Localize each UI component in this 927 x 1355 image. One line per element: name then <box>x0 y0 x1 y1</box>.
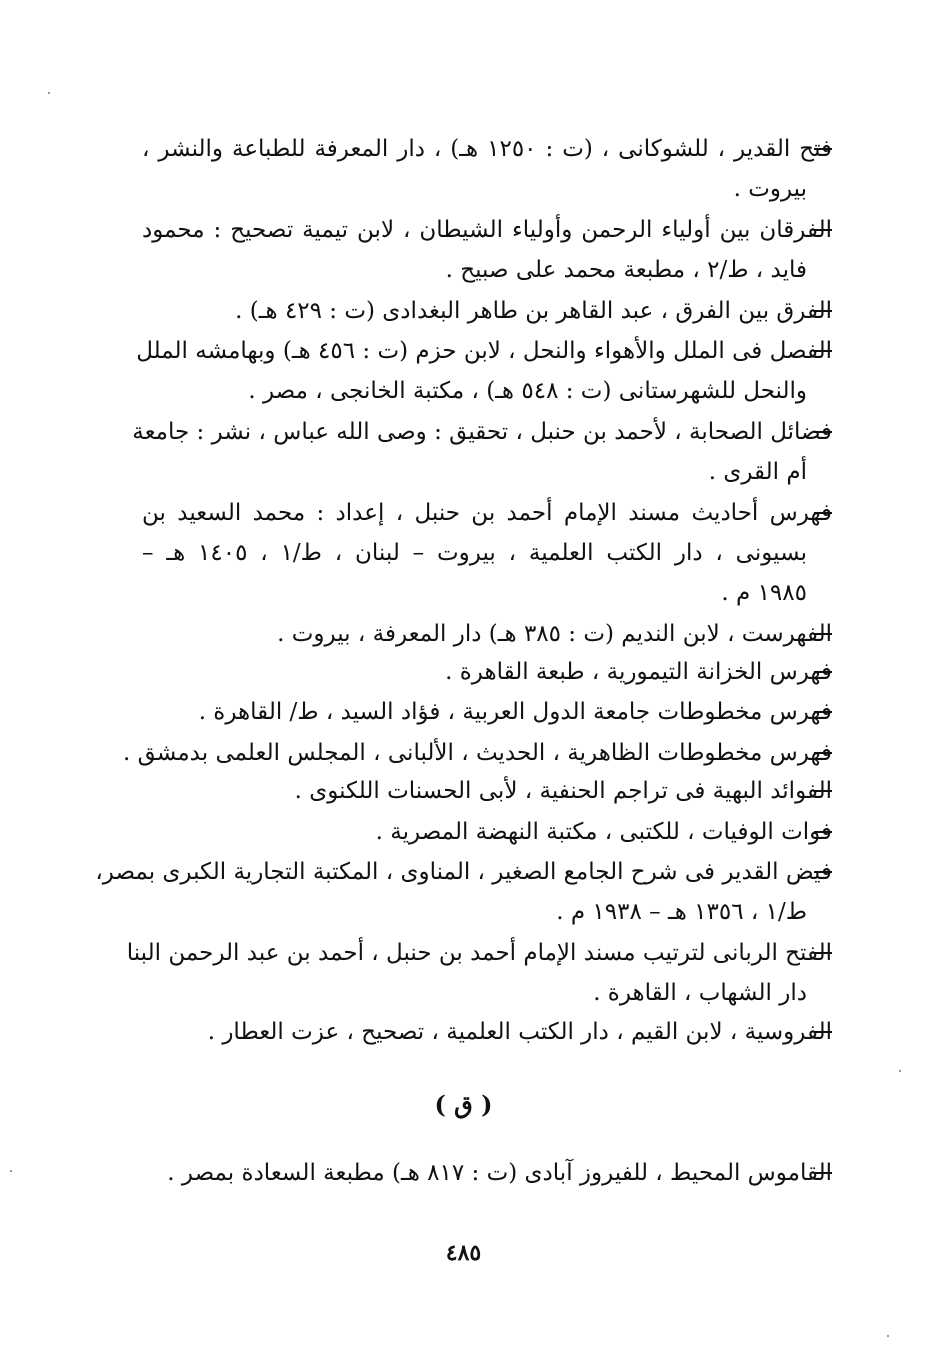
entry-line: الفصل فى الملل والأهواء والنحل ، لابن حزم (ت : ٤٥٦ هـ) وبهامشه الملل <box>136 338 832 364</box>
entry-line: فضائل الصحابة ، لأحمد بن حنبل ، تحقيق : وصى الله عباس ، نشر : جامعة <box>132 419 832 445</box>
entry-line: ط/١ ، ١٣٥٦ هـ – ١٩٣٨ م . <box>556 899 807 925</box>
entry-line: فهرس مخطوطات الظاهرية ، الحديث ، الألبانى ، المجلس العلمى بدمشق . <box>123 740 832 766</box>
entry-line: بيروت . <box>733 176 807 202</box>
entry-line: فيض القدير فى شرح الجامع الصغير ، المناوى ، المكتبة التجارية الكبرى بمصر، <box>95 859 832 885</box>
entry-line: الفرق بين الفرق ، عبد القاهر بن طاهر البغدادى (ت : ٤٢٩ هـ) . <box>235 298 832 324</box>
entry-line: الفرقان بين أولياء الرحمن وأولياء الشيطان ، لابن تيمية تصحيح : محمود <box>142 217 832 243</box>
entry-line: فتح القدير ، للشوكانى ، (ت : ١٢٥٠ هـ) ، دار المعرفة للطباعة والنشر ، <box>142 136 832 162</box>
entry-line: فوات الوفيات ، للكتبى ، مكتبة النهضة المصرية . <box>375 819 832 845</box>
section-heading: ( ق ) <box>434 1090 493 1119</box>
scan-speck <box>887 1335 889 1337</box>
entry-line: فهرس الخزانة التيمورية ، طبعة القاهرة . <box>445 659 832 685</box>
scan-speck <box>899 1070 901 1072</box>
page-number: ٤٨٥ <box>445 1240 482 1266</box>
entry-line: الفروسية ، لابن القيم ، دار الكتب العلمية ، تصحيح ، عزت العطار . <box>207 1019 832 1045</box>
entry-line: فهرس أحاديث مسند الإمام أحمد بن حنبل ، إعداد : محمد السعيد بن <box>142 500 832 526</box>
entry-line: بسيونى ، دار الكتب العلمية ، بيروت – لبنان ، ط/١ ، ١٤٠٥ هـ – <box>142 540 807 566</box>
scan-speck <box>48 92 50 94</box>
entry-line: الفتح الربانى لترتيب مسند الإمام أحمد بن حنبل ، أحمد بن عبد الرحمن البنا <box>126 940 832 966</box>
entry-line: دار الشهاب ، القاهرة . <box>593 980 807 1006</box>
scan-speck <box>10 1170 12 1172</box>
entry-line: ١٩٨٥ م . <box>721 580 807 606</box>
entry-line: فهرس مخطوطات جامعة الدول العربية ، فؤاد السيد ، ط/ القاهرة . <box>198 699 832 725</box>
entry-line: الفوائد البهية فى تراجم الحنفية ، لأبى الحسنات اللكنوى . <box>294 778 832 804</box>
entry-line: أم القرى . <box>708 459 807 485</box>
entry-line: فايد ، ط/٢ ، مطبعة محمد على صبيح . <box>445 257 807 283</box>
entry-line: والنحل للشهرستانى (ت : ٥٤٨ هـ) ، مكتبة الخانجى ، مصر . <box>248 378 807 404</box>
entry-line: الفهرست ، لابن النديم (ت : ٣٨٥ هـ) دار المعرفة ، بيروت . <box>277 621 832 647</box>
entry-line: القاموس المحيط ، للفيروز آبادى (ت : ٨١٧ هـ) مطبعة السعادة بمصر . <box>167 1160 832 1186</box>
